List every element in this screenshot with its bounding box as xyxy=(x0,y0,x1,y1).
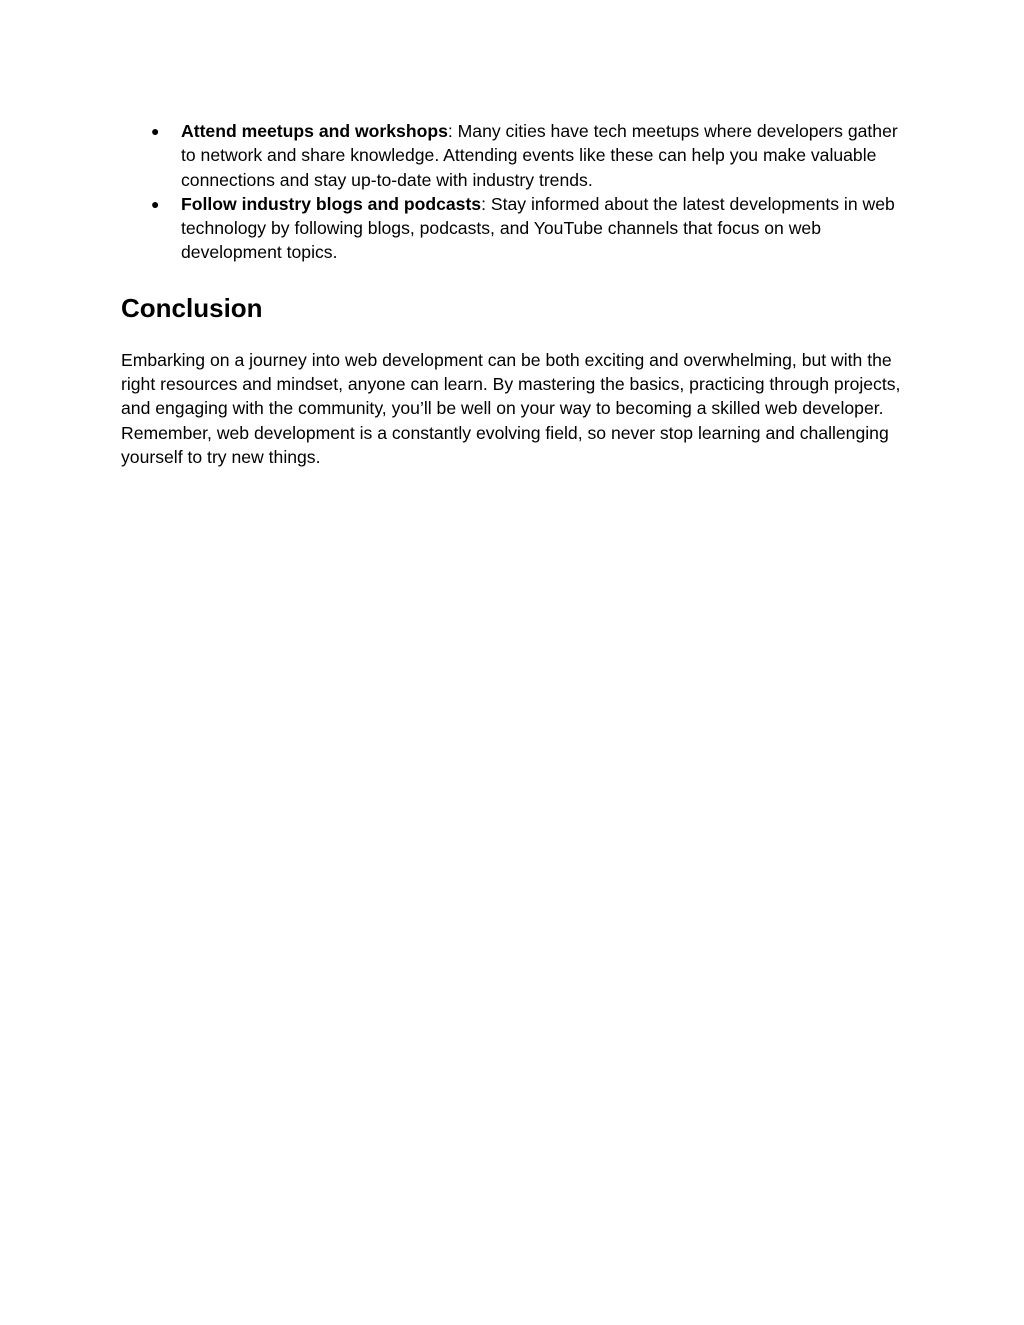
list-item xyxy=(121,192,911,265)
tips-list xyxy=(121,119,911,265)
bullet-icon: ● xyxy=(151,195,160,212)
section-heading: Conclusion xyxy=(121,292,263,323)
bullet-icon: ● xyxy=(151,123,160,139)
document-content xyxy=(121,119,911,469)
list-item-term: Attend meetups and workshops xyxy=(181,121,448,141)
list-item-term: Follow industry blogs and podcasts xyxy=(181,193,482,214)
conclusion-paragraph: Embarking on a journey into web development can be both exciting and overwhelming, but with the right resources and mindset, anyone can learn. By mastering the basics, practicing through projects, and engaging with the community, you’ll be well on your way to becoming a skilled web developer. Remember, web development is a constantly evolving field, so never stop learning and challenging yourself to try new things. xyxy=(121,349,901,467)
list-item-text: : Stay informed about the latest developments in web technology by following blogs, podcasts, and YouTube channels that focus on web development topics. xyxy=(181,193,895,263)
list-item-text: : Many cities have tech meetups where developers gather to network and share knowledge. Attending events like these can help you make valuable connections and stay up-to-date with industry trends. xyxy=(181,121,898,190)
list-item xyxy=(121,119,911,192)
